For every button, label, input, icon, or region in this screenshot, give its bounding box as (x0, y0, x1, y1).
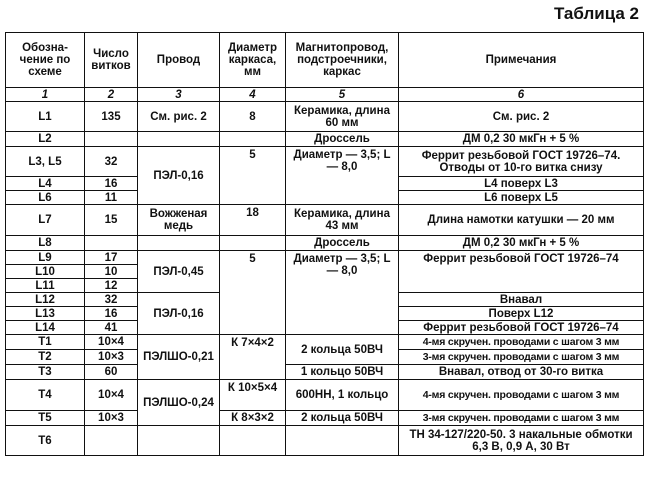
turns-cell: 60 (85, 365, 138, 380)
table-row (6, 365, 644, 380)
column-number: 3 (138, 88, 220, 102)
column-number: 1 (6, 88, 85, 102)
turns-cell: 135 (85, 102, 138, 132)
wire-cell: Вожженая медь (138, 205, 220, 236)
turns-cell: 16 (85, 307, 138, 321)
designation-cell: L2 (6, 132, 85, 147)
note-cell: 3-мя скручен. проводами с шагом 3 мм (399, 411, 644, 426)
header-core: Магнитопровод, подстроечники, каркас (286, 33, 399, 88)
core-cell: 600НН, 1 кольцо (286, 380, 399, 411)
table-title: Таблица 2 (553, 4, 639, 23)
turns-cell: 10 (85, 265, 138, 279)
diameter-cell: К 7×4×2 (220, 335, 286, 380)
core-cell (286, 426, 399, 456)
core-cell: Диаметр — 3,5; L — 8,0 (286, 147, 399, 205)
turns-cell: 11 (85, 191, 138, 205)
turns-cell: 32 (85, 293, 138, 307)
diameter-cell (220, 236, 286, 251)
diameter-cell: К 8×3×2 (220, 411, 286, 426)
wire-cell (138, 426, 220, 456)
note-cell: 4-мя скручен. проводами с шагом 3 мм (399, 380, 644, 411)
diameter-cell: 18 (220, 205, 286, 236)
turns-cell: 41 (85, 321, 138, 335)
designation-cell: L12 (6, 293, 85, 307)
core-cell: Дроссель (286, 132, 399, 147)
turns-cell: 10×4 (85, 380, 138, 411)
diameter-cell (220, 132, 286, 147)
designation-cell: L10 (6, 265, 85, 279)
table-row (6, 147, 644, 177)
note-cell: Внавал (399, 293, 644, 307)
table-row (6, 411, 644, 426)
note-cell: ТН 34-127/220-50. 3 накальные обмотки 6,3 В, 0,9 А, 30 Вт (399, 426, 644, 456)
column-number: 6 (399, 88, 644, 102)
diameter-cell: 5 (220, 251, 286, 335)
designation-cell: T4 (6, 380, 85, 411)
header-notes: Примечания (399, 33, 644, 88)
diameter-cell: 8 (220, 102, 286, 132)
designation-cell: T1 (6, 335, 85, 350)
note-cell: Внавал, отвод от 30-го витка (399, 365, 644, 380)
turns-cell: 12 (85, 279, 138, 293)
note-cell: Феррит резьбовой ГОСТ 19726–74. Отводы от 10-го витка снизу (399, 147, 644, 177)
turns-cell: 10×3 (85, 350, 138, 365)
column-number: 2 (85, 88, 138, 102)
header-wire: Провод (138, 33, 220, 88)
turns-cell: 15 (85, 205, 138, 236)
core-cell: 2 кольца 50ВЧ (286, 411, 399, 426)
column-number: 4 (220, 88, 286, 102)
table-row (6, 236, 644, 251)
column-number: 5 (286, 88, 399, 102)
wire-cell: См. рис. 2 (138, 102, 220, 132)
note-cell: ДМ 0,2 30 мкГн + 5 % (399, 132, 644, 147)
designation-cell: T2 (6, 350, 85, 365)
turns-cell (85, 426, 138, 456)
table-row (6, 205, 644, 236)
core-cell: Керамика, длина 60 мм (286, 102, 399, 132)
designation-cell: L9 (6, 251, 85, 265)
note-cell: Феррит резьбовой ГОСТ 19726–74 (399, 321, 644, 335)
table-row (6, 102, 644, 132)
note-cell: ДМ 0,2 30 мкГн + 5 % (399, 236, 644, 251)
wire-cell: ПЭЛШО-0,21 (138, 335, 220, 380)
turns-cell: 32 (85, 147, 138, 177)
core-cell: 1 кольцо 50ВЧ (286, 365, 399, 380)
table-row (6, 335, 644, 350)
wire-cell: ПЭЛ-0,45 (138, 251, 220, 293)
turns-cell (85, 236, 138, 251)
turns-cell: 10×3 (85, 411, 138, 426)
designation-cell: L3, L5 (6, 147, 85, 177)
turns-cell: 16 (85, 177, 138, 191)
turns-cell: 10×4 (85, 335, 138, 350)
designation-cell: L6 (6, 191, 85, 205)
note-cell: Феррит резьбовой ГОСТ 19726–74 (399, 251, 644, 293)
designation-cell: L1 (6, 102, 85, 132)
wire-cell: ПЭЛ-0,16 (138, 147, 220, 205)
designation-cell: L8 (6, 236, 85, 251)
core-cell: Диаметр — 3,5; L — 8,0 (286, 251, 399, 335)
note-cell: 4-мя скручен. проводами с шагом 3 мм (399, 335, 644, 350)
core-cell: Керамика, длина 43 мм (286, 205, 399, 236)
header-turns: Число витков (85, 33, 138, 88)
table-row (6, 380, 644, 411)
core-cell: Дроссель (286, 236, 399, 251)
table-row (6, 132, 644, 147)
header-diameter: Диаметр каркаса, мм (220, 33, 286, 88)
designation-cell: T3 (6, 365, 85, 380)
table-row (6, 251, 644, 265)
turns-cell: 17 (85, 251, 138, 265)
diameter-cell: К 10×5×4 (220, 380, 286, 411)
header-designation: Обозна-чение по схеме (6, 33, 85, 88)
note-cell: 3-мя скручен. проводами с шагом 3 мм (399, 350, 644, 365)
designation-cell: L14 (6, 321, 85, 335)
designation-cell: L13 (6, 307, 85, 321)
note-cell: L4 поверх L3 (399, 177, 644, 191)
wire-cell: ПЭЛШО-0,24 (138, 380, 220, 426)
designation-cell: L7 (6, 205, 85, 236)
note-cell: См. рис. 2 (399, 102, 644, 132)
table-row (6, 426, 644, 456)
designation-cell: L4 (6, 177, 85, 191)
diameter-cell: 5 (220, 147, 286, 205)
diameter-cell (220, 426, 286, 456)
wire-cell: ПЭЛ-0,16 (138, 293, 220, 335)
designation-cell: T6 (6, 426, 85, 456)
note-cell: L6 поверх L5 (399, 191, 644, 205)
core-cell: 2 кольца 50ВЧ (286, 335, 399, 365)
designation-cell: T5 (6, 411, 85, 426)
turns-cell (85, 132, 138, 147)
wire-cell (138, 236, 220, 251)
coil-data-table (5, 32, 644, 456)
note-cell: Длина намотки катушки — 20 мм (399, 205, 644, 236)
wire-cell (138, 132, 220, 147)
note-cell: Поверх L12 (399, 307, 644, 321)
designation-cell: L11 (6, 279, 85, 293)
